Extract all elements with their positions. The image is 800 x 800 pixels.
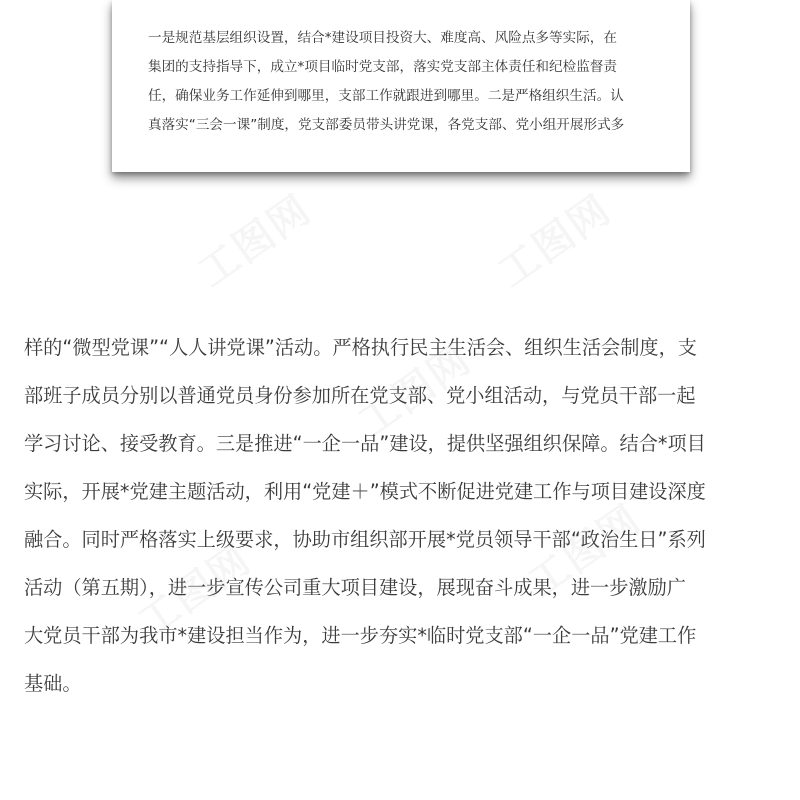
card-text-line: 任，确保业务工作延伸到哪里，支部工作就跟进到哪里。二是严格组织生活。认 [148,88,624,104]
card-text-line: 集团的支持指导下，成立*项目临时党支部，落实党支部主体责任和纪检监督责 [148,59,617,75]
main-text-line: 样的“微型党课”“人人讲党课”活动。严格执行民主生活会、组织生活会制度，支 [24,336,697,359]
main-text-line: 大党员干部为我市*建设担当作为，进一步夯实*临时党支部“一企一品”党建工作 [24,624,697,647]
main-text-line: 实际，开展*党建主题活动，利用“党建＋”模式不断促进党建工作与项目建设深度 [24,480,706,503]
watermark-text [185,179,321,298]
main-text-line: 基础。 [24,672,82,695]
card-text-line: 一是规范基层组织设置，结合*建设项目投资大、难度高、风险点多等实际，在 [148,30,617,46]
main-text-line: 融合。同时严格落实上级要求，协助市组织部开展*党员领导干部“政治生日”系列 [24,528,706,551]
watermark-text [485,179,621,298]
card-paragraph [148,24,660,140]
document-card [112,0,690,176]
main-paragraph [24,324,784,708]
card-text-line: 真落实“三会一课”制度，党支部委员带头讲党课，各党支部、党小组开展形式多 [148,117,625,133]
main-text-line: 活动（第五期），进一步宣传公司重大项目建设，展现奋斗成果，进一步激励广 [24,576,686,599]
main-text-line: 学习讨论、接受教育。三是推进“一企一品”建设，提供坚强组织保障。结合*项目 [24,432,706,455]
document-card-page [112,0,690,172]
main-text-line: 部班子成员分别以普通党员身份参加所在党支部、党小组活动，与党员干部一起 [24,384,696,407]
